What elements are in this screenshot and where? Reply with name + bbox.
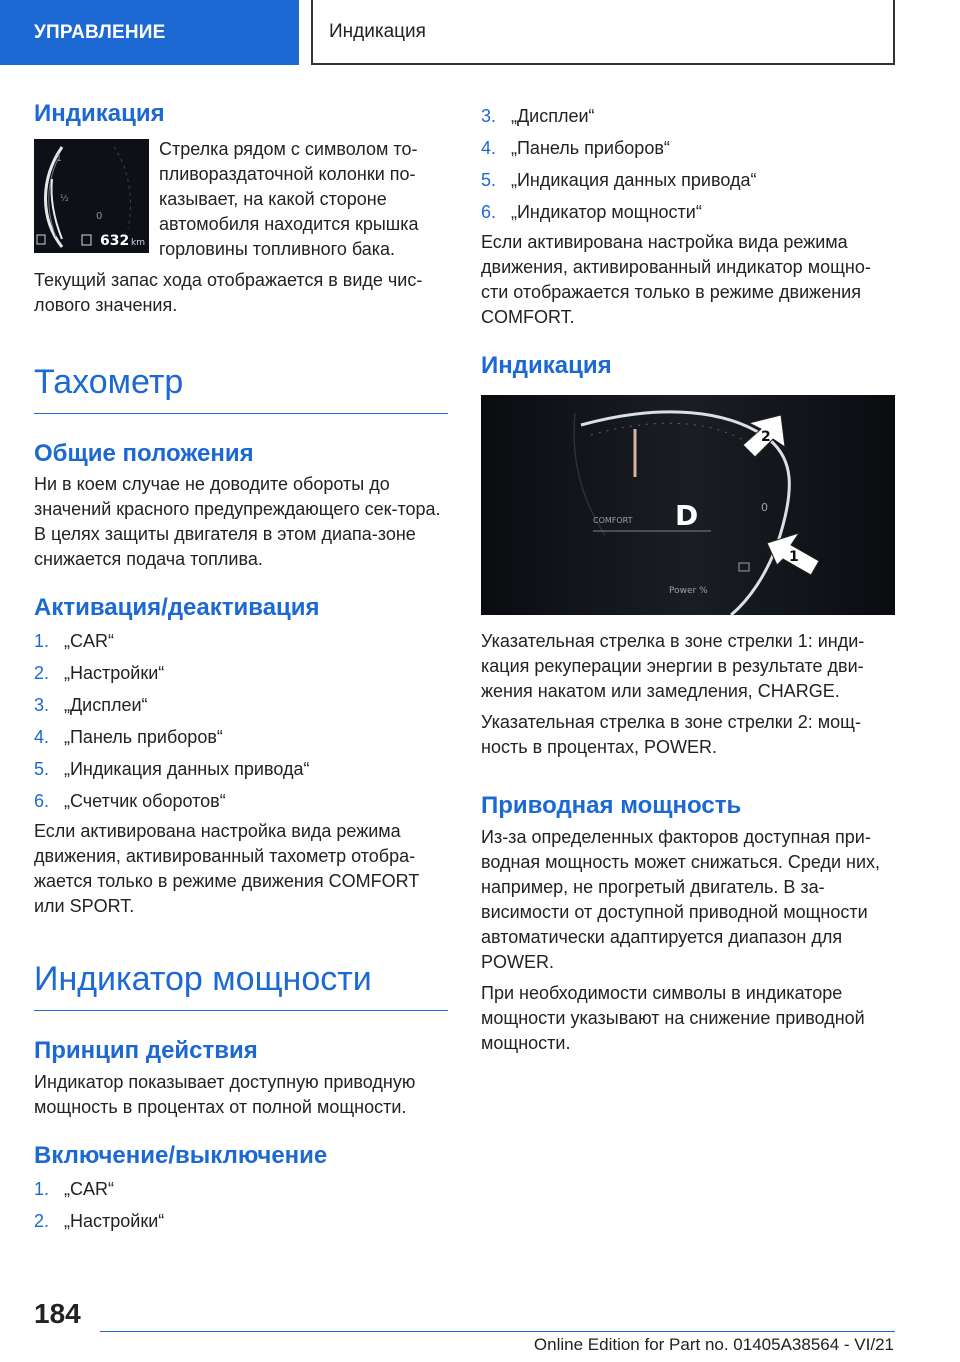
gauge-mark-half: ½ xyxy=(60,193,69,204)
header-topic-label: Индикация xyxy=(329,20,426,42)
tacho-step: 4. „Панель приборов“ xyxy=(34,727,223,748)
power-steps xyxy=(34,1173,448,1237)
power-step: 5. „Индикация данных привода“ xyxy=(481,170,757,190)
power-display-svg xyxy=(481,395,895,615)
right-column xyxy=(481,100,895,1056)
range-value: 632 xyxy=(100,232,130,249)
fuel-text-1: Стрелка рядом с символом то-пливораздаточной колонки по-казывает, на какой стороне автомобиля находится крышка горловины топливного бака. xyxy=(159,138,419,259)
power-principle-heading: Принцип действия xyxy=(34,1036,258,1064)
tacho-activation-heading: Активация/деактивация xyxy=(34,594,320,622)
tacho-step: 6. „Счетчик оборотов“ xyxy=(34,791,226,812)
tacho-general-heading: Общие положения xyxy=(34,439,254,467)
fuel-gauge-svg xyxy=(34,139,149,253)
power-title: Индикатор мощности xyxy=(34,959,448,1011)
tacho-note: Если активирована настройка вида режима движения, активированный тахометр отобра-жается только в режиме движения COMFORT или SPORT. xyxy=(34,821,419,917)
left-column xyxy=(34,100,448,1237)
edition-text: Online Edition for Part no. 01405A38564 - VI/21 xyxy=(533,1335,894,1354)
fuel-text-2: Текущий запас хода отображается в виде чис-лового значения. xyxy=(34,269,423,315)
power-onoff-heading: Включение/выключение xyxy=(34,1141,328,1169)
tacho-step: 5. „Индикация данных привода“ xyxy=(34,759,310,780)
tacho-title: Тахометр xyxy=(34,362,448,414)
fuel-row xyxy=(34,139,448,262)
footer-divider xyxy=(100,1331,895,1332)
svg-text:1: 1 xyxy=(789,548,799,565)
tacho-step: 2. „Настройки“ xyxy=(34,663,165,684)
tacho-steps xyxy=(34,625,448,817)
power-percent-label: Power % xyxy=(669,585,708,596)
power-principle-text: Индикатор показывает доступную приводную мощность в процентах от полной мощности. xyxy=(34,1071,416,1117)
caption-1: Указательная стрелка в зоне стрелки 1: инди-кация рекуперации энергии в результате дви-жения накатом или замедления, CHARGE. xyxy=(481,630,865,701)
power-note: Если активирована настройка вида режима движения, активированный индикатор мощно-сти отображается только в режиме движения COMFORT. xyxy=(481,232,871,327)
tacho-step: 3. „Дисплеи“ xyxy=(34,695,148,716)
fuel-pump-side-icon xyxy=(37,235,45,244)
tacho-general-text: Ни в коем случае не доводите обороты до значений красного предупреждающего сек-тора. В целях защиты двигателя в этом диапа-зоне снижается подача топлива. xyxy=(34,474,441,570)
header-section xyxy=(0,0,299,65)
power-step: 1. „CAR“ xyxy=(34,1178,114,1199)
gear-indicator: D xyxy=(675,498,699,532)
power-step: 3. „Дисплеи“ xyxy=(481,106,595,126)
caption-2: Указательная стрелка в зоне стрелки 2: мощ-ность в процентах, POWER. xyxy=(481,711,861,757)
range-unit: km xyxy=(131,237,145,248)
power-display-image xyxy=(481,395,895,615)
power-zero-mark: 0 xyxy=(761,500,768,514)
power-steps-continued xyxy=(481,100,895,228)
fuel-gauge-image xyxy=(34,139,149,253)
drive-power-heading: Приводная мощность xyxy=(481,791,742,819)
header-section-label: УПРАВЛЕНИЕ xyxy=(34,21,166,43)
power-step: 2. „Настройки“ xyxy=(34,1210,165,1231)
fuel-pump-icon xyxy=(82,235,91,245)
power-step: 6. „Индикатор мощности“ xyxy=(481,202,702,222)
mode-label: COMFORT xyxy=(593,515,633,525)
drive-power-text-2: При необходимости символы в индикаторе мощности указывают на снижение приводной мощности. xyxy=(481,982,865,1053)
power-display-heading: Индикация xyxy=(481,352,612,379)
page-number: 184 xyxy=(34,1298,81,1329)
gauge-mark-1: 1 xyxy=(56,153,62,164)
fuel-heading: Индикация xyxy=(34,100,165,127)
drive-power-text-1: Из-за определенных факторов доступная при-водная мощность может снижаться. Среди них, например, не прогретый двигатель. В за-висимости от доступной приводной мощности автоматически адаптируется диапазон для POWER. xyxy=(481,826,881,972)
svg-text:2: 2 xyxy=(761,428,771,445)
header-topic xyxy=(311,0,895,65)
power-step: 4. „Панель приборов“ xyxy=(481,138,670,158)
tacho-step: 1. „CAR“ xyxy=(34,631,114,652)
gauge-mark-0: 0 xyxy=(96,210,103,222)
